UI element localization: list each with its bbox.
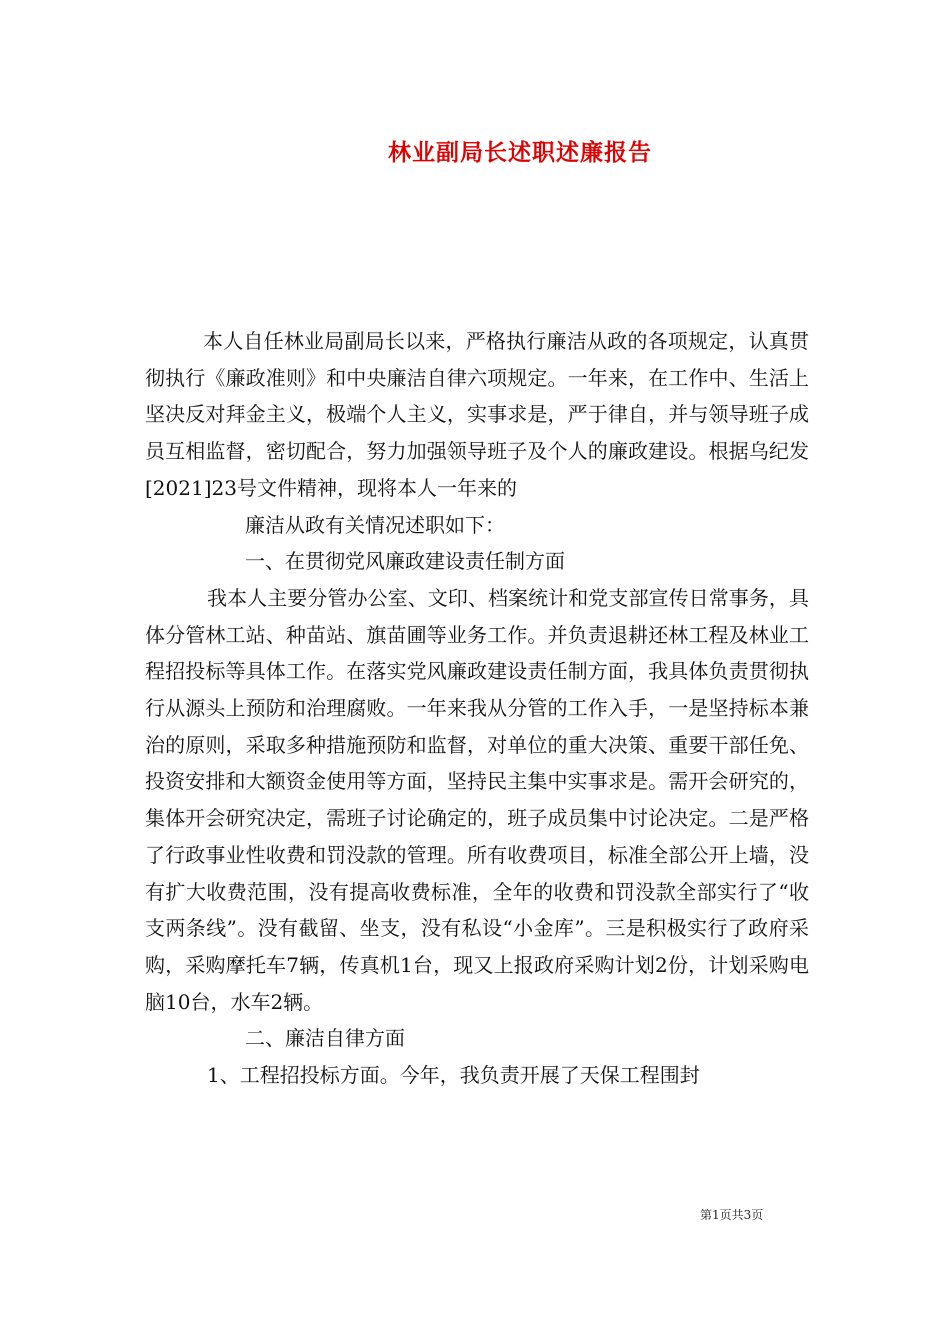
document-body [145, 323, 809, 1094]
paragraph-intro-continued: 廉洁从政有关情况述职如下： [245, 512, 505, 537]
paragraph-section-2-item-1: 1、工程招投标方面。今年，我负责开展了天保工程围封 [207, 1063, 700, 1088]
page-number: 第1页共3页 [700, 1208, 764, 1222]
document-title: 林业副局长述职述廉报告 [388, 139, 652, 166]
section-heading-2: 二、廉洁自律方面 [245, 1026, 405, 1051]
paragraph-section-1: 我本人主要分管办公室、文印、档案统计和党支部宣传日常事务，具体分管林工站、种苗站、旗苗圃等业务工作。并负责退耕还林工程及林业工程招投标等具体工作。在落实党风廉政建设责任制方面，我具体负责贯彻执行从源头上预防和治理腐败。一年来我从分管的工作入手，一是坚持标本兼治的原则，采取多种措施预防和监督，对单位的重大决策、重要干部任免、投资安排和大额资金使用等方面，坚持民主集中实事求是。需开会研究的，集体开会研究决定，需班子讨论确定的，班子成员集中讨论决定。二是严格了行政事业性收费和罚没款的管理。所有收费项目，标准全部公开上墙，没有扩大收费范围，没有提高收费标准，全年的收费和罚没款全部实行了“收支两条线”。没有截留、坐支，没有私设“小金库”。三是积极实行了政府采购，采购摩托车7辆，传真机1台，现又上报政府采购计划2份，计划采购电脑10台，水车2辆。 [145, 585, 809, 1014]
paragraph-intro: 本人自任林业局副局长以来，严格执行廉洁从政的各项规定，认真贯彻执行《廉政准则》和中央廉洁自律六项规定。一年来，在工作中、生活上坚决反对拜金主义，极端个人主义，实事求是，严于律自，并与领导班子成员互相监督，密切配合，努力加强领导班子及个人的廉政建设。根据乌纪发[2021]23号文件精神，现将本人一年来的 [145, 329, 809, 500]
section-heading-1: 一、在贯彻党风廉政建设责任制方面 [245, 549, 565, 574]
